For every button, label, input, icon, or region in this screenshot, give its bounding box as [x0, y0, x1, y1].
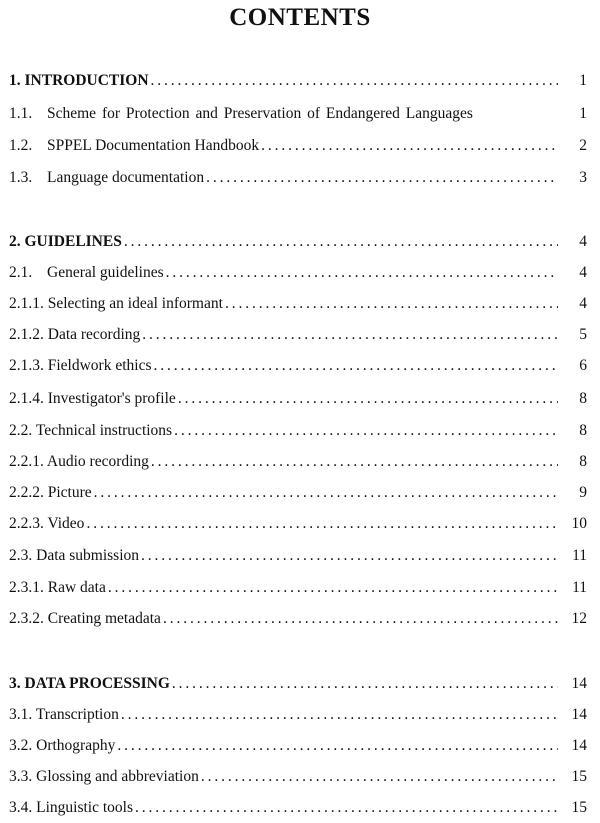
toc-entry-page: 12 [571, 610, 587, 627]
toc-entry-number: 1.2. [9, 137, 33, 154]
toc-entry-number: 3.2. [9, 737, 33, 754]
toc-entry-scheme [9, 103, 587, 125]
toc-entry-text: Creating metadata [47, 610, 161, 627]
toc-entry-page: 8 [579, 390, 587, 407]
toc-entry-linguistic-tools [9, 797, 587, 819]
dot-leader [94, 482, 558, 504]
toc-entry-number: 2.1.1. [9, 295, 44, 312]
toc-entry-page: 14 [571, 706, 587, 723]
toc-entry-text: Transcription [35, 706, 119, 723]
toc-entry-investigator-profile [9, 388, 587, 410]
toc-entry-label [9, 135, 259, 157]
toc-entry-number: 2.3.1. [9, 579, 44, 596]
toc-entry-label [9, 231, 122, 253]
toc-entry-label [9, 262, 164, 284]
toc-entry-page: 4 [579, 233, 587, 250]
toc-entry-page: 1 [579, 105, 587, 122]
toc-entry-label [9, 513, 84, 535]
toc-entry-page: 6 [579, 357, 587, 374]
toc-entry-label [9, 766, 199, 788]
toc-entry-label [9, 608, 161, 630]
dot-leader [166, 262, 558, 284]
toc-entry-page: 8 [579, 453, 587, 470]
toc-entry-text: Fieldwork ethics [47, 357, 152, 374]
toc-entry-page: 15 [571, 799, 587, 816]
toc-entry-number: 2.3. [9, 547, 33, 564]
toc-entry-selecting-informant [9, 293, 587, 315]
toc-entry-label [9, 420, 172, 442]
toc-entry-text: Data submission [36, 547, 140, 564]
dot-leader [201, 766, 558, 788]
toc-entry-label [9, 673, 170, 695]
toc-entry-audio-recording [9, 451, 587, 473]
toc-entry-number: 1.3. [9, 169, 33, 186]
toc-entry-text: Orthography [36, 737, 116, 754]
toc-entry-transcription [9, 704, 587, 726]
toc-entry-handbook [9, 135, 587, 157]
toc-entry-text: DATA PROCESSING [24, 675, 170, 692]
toc-entry-label [9, 735, 115, 757]
toc-entry-text: Selecting an ideal informant [47, 295, 223, 312]
toc-entry-text: General guidelines [47, 264, 164, 281]
toc-entry-text: INTRODUCTION [24, 72, 149, 89]
toc-entry-number: 3.3. [9, 768, 33, 785]
toc-entry-fieldwork-ethics [9, 355, 587, 377]
toc-entry-number: 1.1. [9, 105, 33, 122]
toc-entry-number: 2.1. [9, 264, 33, 281]
toc-entry-label [9, 482, 92, 504]
toc-entry-label [9, 355, 152, 377]
toc-entry-label [9, 388, 176, 410]
toc-entry-glossing [9, 766, 587, 788]
toc-entry-technical-instructions [9, 420, 587, 442]
toc-entry-number: 2.2. [9, 422, 33, 439]
toc-entry-text: Scheme for Protection and Preservation of Endangered Languages [47, 105, 473, 122]
toc-entry-page: 11 [572, 579, 587, 596]
toc-entry-number: 2.2.1. [9, 453, 44, 470]
dot-leader [117, 735, 558, 757]
dot-leader [121, 704, 558, 726]
toc-entry-text: SPPEL Documentation Handbook [47, 137, 260, 154]
toc-entry-label [9, 167, 204, 189]
toc-entry-number: 3. [9, 675, 21, 692]
toc-entry-label [9, 797, 133, 819]
toc-entry-label [9, 577, 106, 599]
dot-leader [154, 355, 559, 377]
toc-entry-number: 2.2.2. [9, 484, 44, 501]
toc-entry-page: 14 [571, 737, 587, 754]
toc-entry-number: 2. [9, 233, 21, 250]
dot-leader [174, 420, 558, 442]
toc-entry-creating-metadata [9, 608, 587, 630]
page-title: CONTENTS [229, 4, 371, 31]
toc-entry-text: Video [47, 515, 85, 532]
toc-entry-number: 2.1.3. [9, 357, 44, 374]
dot-leader [108, 577, 558, 599]
toc-entry-page: 14 [571, 675, 587, 692]
toc-entry-introduction [9, 70, 587, 92]
toc-entry-page: 8 [579, 422, 587, 439]
toc-entry-text: Data recording [47, 326, 141, 343]
dot-leader [178, 388, 558, 410]
dot-leader [225, 293, 558, 315]
toc-entry-page: 15 [571, 768, 587, 785]
toc-entry-data-submission [9, 545, 587, 567]
toc-entry-number: 3.1. [9, 706, 33, 723]
toc-entry-page: 9 [579, 484, 587, 501]
dot-leader [142, 324, 558, 346]
toc-entry-page: 11 [572, 547, 587, 564]
toc-entry-page: 5 [579, 326, 587, 343]
dot-leader [151, 451, 558, 473]
toc-entry-label [9, 293, 223, 315]
toc-entry-label [9, 451, 149, 473]
toc-entry-text: Raw data [47, 579, 106, 596]
toc-entry-page: 4 [579, 295, 587, 312]
dot-leader [206, 167, 558, 189]
toc-entry-page: 10 [571, 515, 587, 532]
dot-leader [124, 231, 558, 253]
dot-leader [261, 135, 558, 157]
toc-entry-video [9, 513, 587, 535]
toc-entry-data-recording [9, 324, 587, 346]
toc-entry-page: 3 [579, 169, 587, 186]
toc-entry-guidelines [9, 231, 587, 253]
toc-entry-page: 2 [579, 137, 587, 154]
toc-entry-page: 1 [579, 72, 587, 89]
toc-entry-page: 4 [579, 264, 587, 281]
dot-leader [141, 545, 558, 567]
toc-entry-text: Audio recording [46, 453, 149, 470]
toc-entry-language-documentation [9, 167, 587, 189]
dot-leader [151, 70, 558, 92]
toc-entry-text: Picture [47, 484, 92, 501]
dot-leader [135, 797, 558, 819]
dot-leader [86, 513, 558, 535]
toc-entry-number: 2.2.3. [9, 515, 44, 532]
toc-entry-number: 1. [9, 72, 21, 89]
toc-entry-number: 2.3.2. [9, 610, 44, 627]
dot-leader [172, 673, 558, 695]
toc-entry-number: 3.4. [9, 799, 33, 816]
toc-entry-picture [9, 482, 587, 504]
toc-entry-text: GUIDELINES [24, 233, 122, 250]
toc-entry-number: 2.1.2. [9, 326, 44, 343]
toc-entry-label [9, 704, 119, 726]
toc-entry-text: Language documentation [47, 169, 205, 186]
toc-entry-label [9, 103, 473, 125]
toc-entry-raw-data [9, 577, 587, 599]
toc-entry-label [9, 324, 140, 346]
toc-entry-text: Linguistic tools [36, 799, 133, 816]
toc-entry-number: 2.1.4. [9, 390, 44, 407]
toc-entry-data-processing [9, 673, 587, 695]
toc-entry-text: Glossing and abbreviation [36, 768, 199, 785]
toc-entry-label [9, 545, 139, 567]
toc-entry-text: Investigator's profile [47, 390, 176, 407]
dot-leader [163, 608, 558, 630]
toc-entry-label [9, 70, 149, 92]
toc-entry-general-guidelines [9, 262, 587, 284]
toc-entry-text: Technical instructions [35, 422, 173, 439]
toc-entry-orthography [9, 735, 587, 757]
